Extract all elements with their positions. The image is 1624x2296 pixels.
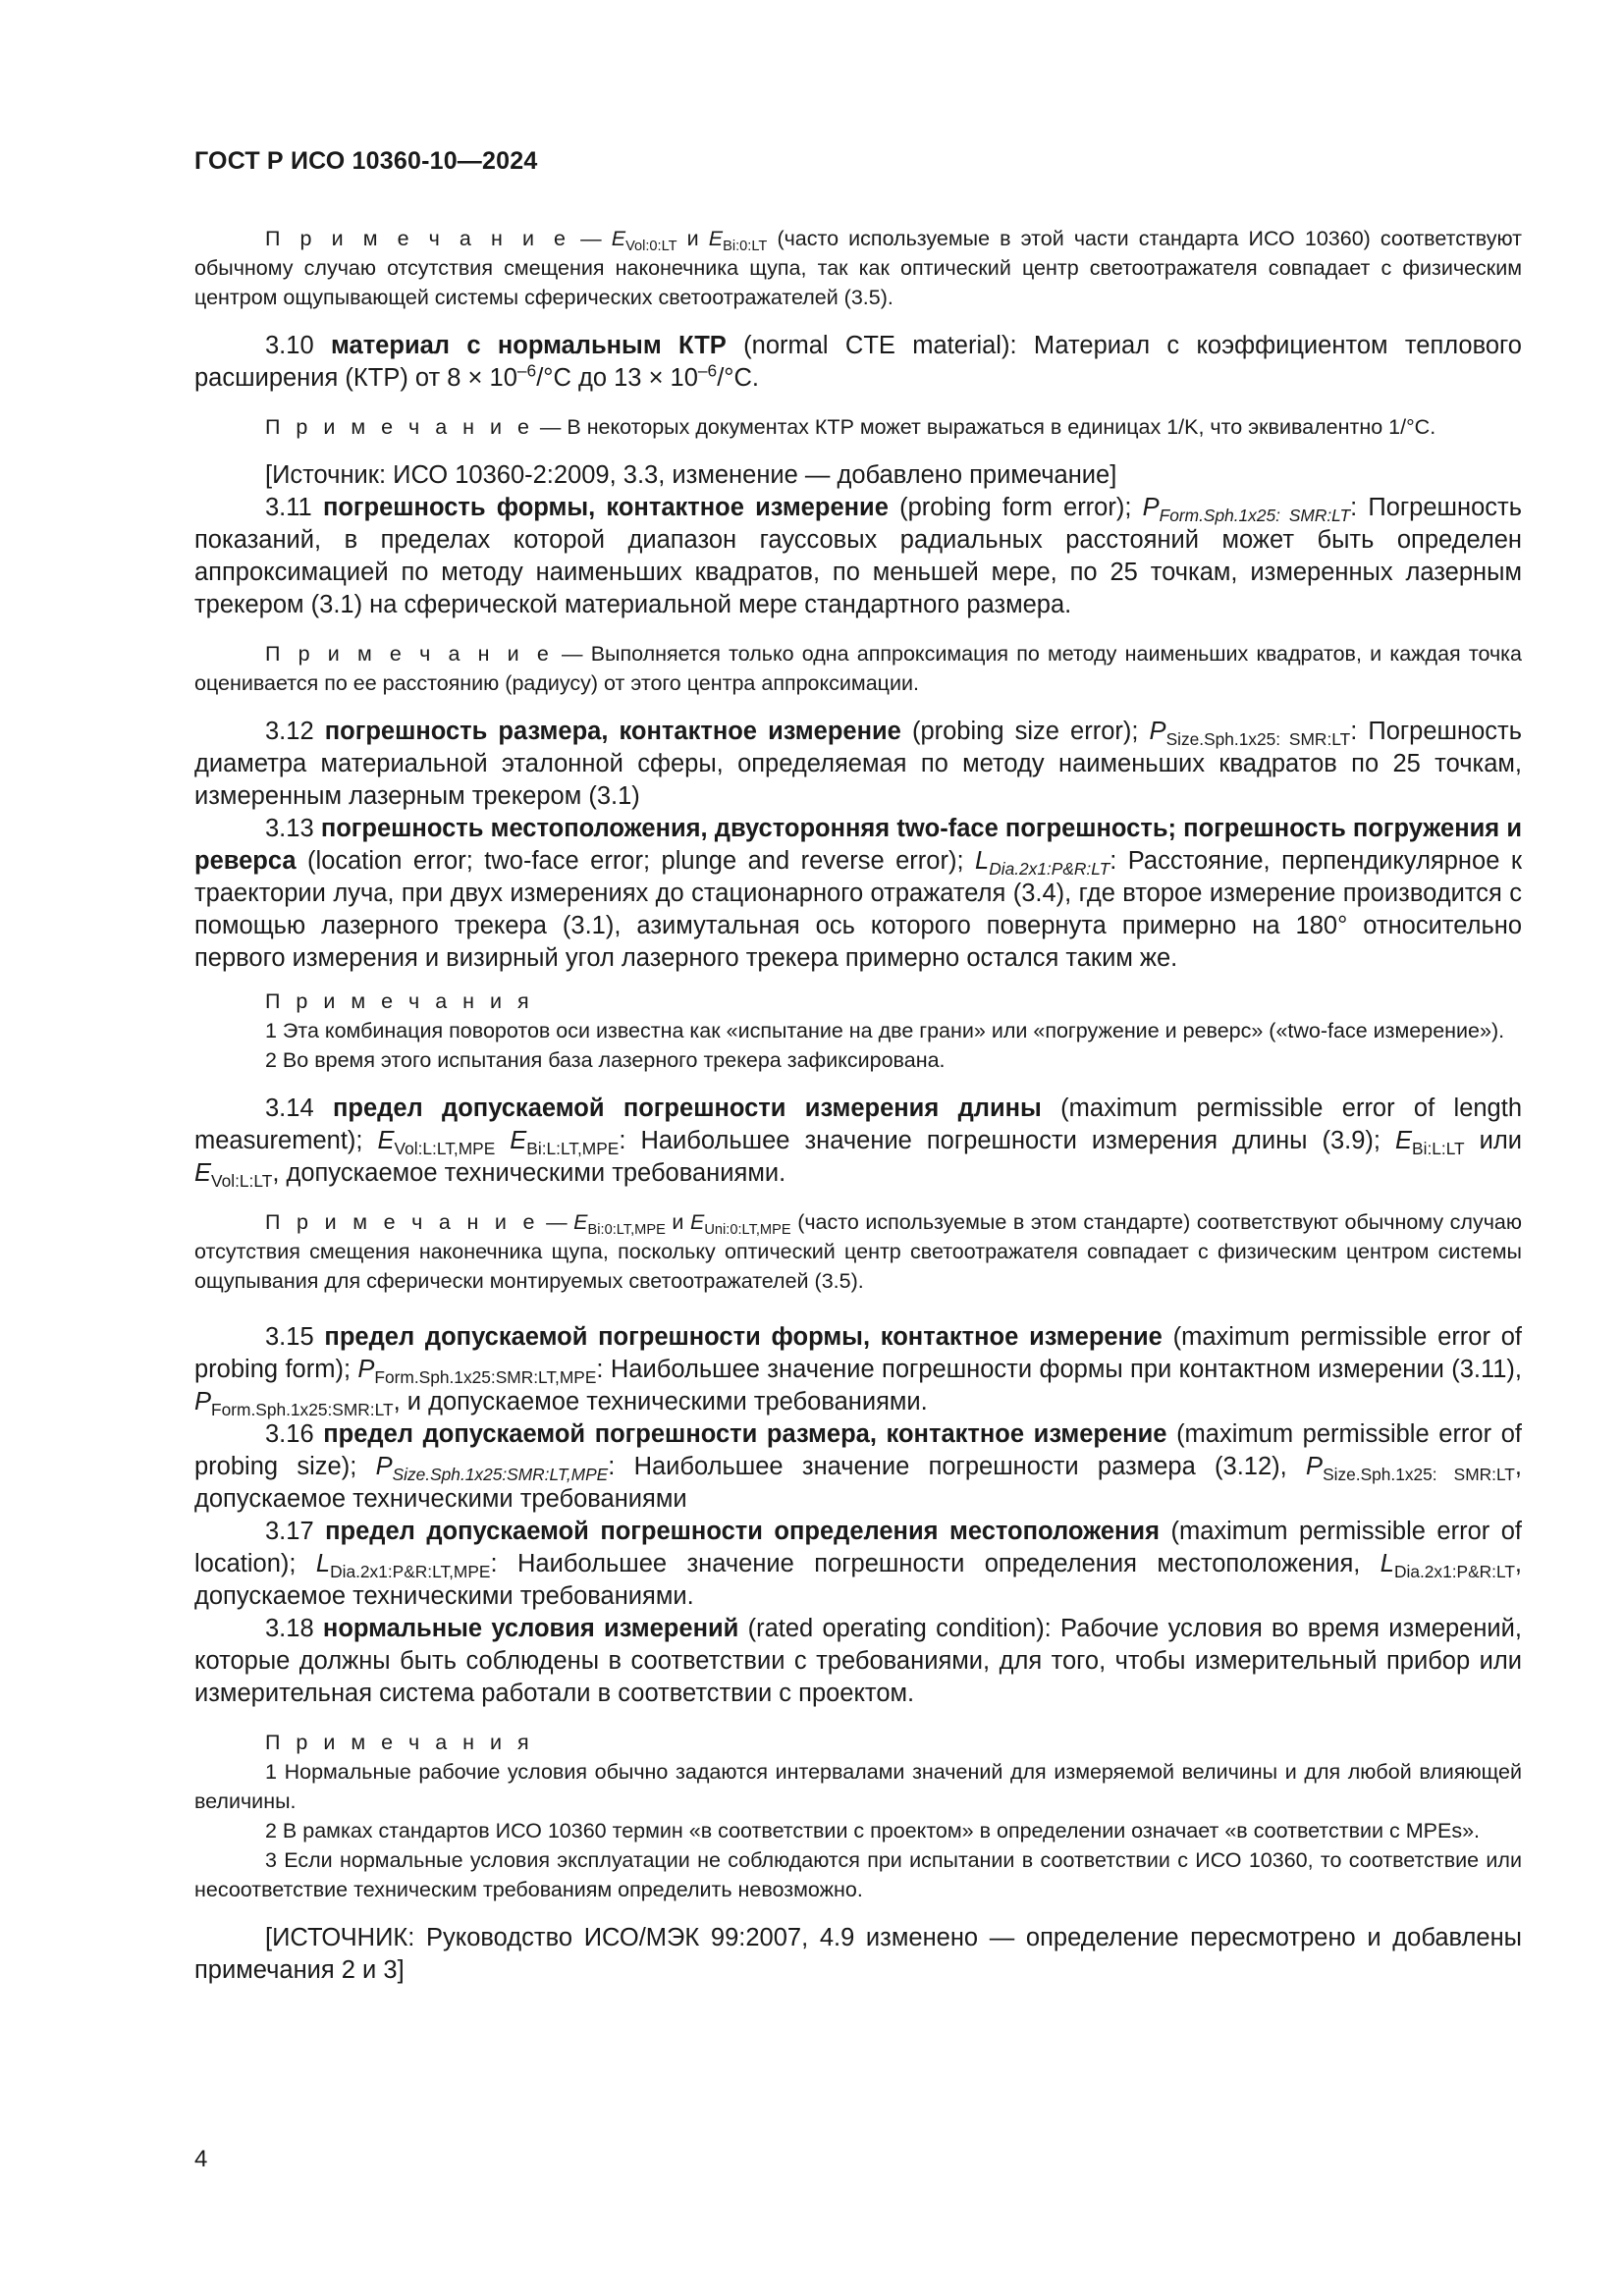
page-number: 4 <box>194 2146 208 2172</box>
note-evol: П р и м е ч а н и е — $E_{Vol:0:LT}$ и $E_{Bi:0:LT}$ (часто используемые в этой части стандарта ИСО 10360) соответствуют обычному случаю отсутствия смещения наконечника щупа, так как оптический центр светоотражателя совпадает с физическим центром ощупывающей системы сферических светоотражателей (3.5). <box>194 227 1523 309</box>
term-3-14: 3.14 предел допускаемой погрешности измерения длины (maximum permissible error of length measurement); $E_{Vol:L:LT,MPE}$ $E_{Bi:L:LT,MPE}$: Наибольшее значение погрешности измерения длины (3.9); $E_{Bi:L:LT}$ или $E_{Vol:L:LT}$, допускаемое техническими требованиями. <box>194 1095 1523 1192</box>
source-3-18: [ИСТОЧНИК: Руководство ИСО/МЭК 99:2007, 4.9 изменено — определение пересмотрено и добавлены примечания 2 и 3] <box>194 1924 1522 1984</box>
notes-heading-3-13: П р и м е ч а н и я <box>265 989 534 1013</box>
note-3-18-3: 3 Если нормальные условия эксплуатации не соблюдаются при испытании в соответствии с ИСО 10360, то соответствие или несоответствие техническим требованиям определить невозможно. <box>194 1848 1522 1901</box>
term-3-11: 3.11 погрешность формы, контактное измерение (probing form error); $P_{Form.Sph.1x25: SMR:LT}$: Погрешность показаний, в пределах которой диапазон гауссовых радиальных расстояний может быть определен аппроксимацией по методу наименьших квадратов, по меньшей мере, по 25 точкам, измеренных лазерным трекером (3.1) на сферической материальной мере стандартного размера. <box>194 494 1522 618</box>
term-3-17: 3.17 предел допускаемой погрешности определения местоположения (maximum permissible error of location); $L_{Dia.2x1:P\&R:LT,MPE}$: Наибольшее значение погрешности определения местоположения, $L_{Dia.2x1:P\&R:LT}$, допускаемое техническими требованиями. <box>194 1518 1523 1610</box>
note-3-13-1: 1 Эта комбинация поворотов оси известна как «испытание на две грани» или «погружение и реверс» («two-face измерение»). <box>265 1019 1505 1042</box>
note-3-14: П р и м е ч а н и е — $E_{Bi:0:LT,MPE}$ и $E_{Uni:0:LT,MPE}$ (часто используемые в этом стандарте) соответствуют обычному случаю отсутствия смещения наконечника щупа, поскольку оптический центр светоотражателя совпадает с физическим центром системы ощупывания для сферически монтируемых светоотражателей (3.5). <box>194 1210 1522 1293</box>
source-3-10: [Источник: ИСО 10360-2:2009, 3.3, изменение — добавлено примечание] <box>265 461 1117 489</box>
term-3-12: 3.12 погрешность размера, контактное измерение (probing size error); $P_{Size.Sph.1x25: SMR:LT}$: Погрешность диаметра материальной эталонной сферы, определяемая по методу наименьших квадратов по 25 точкам, измеренным лазерным трекером (3.1) <box>194 718 1522 810</box>
term-3-10: 3.10 материал с нормальным КТР (normal CTE material): Материал с коэффициентом теплового расширения (КТР) от $8 \times 10^{-6}/^\circ C$ до $13 \times 10^{-6}/^\circ C$. <box>194 332 1522 392</box>
note-3-10: П р и м е ч а н и е — В некоторых документах КТР может выражаться в единицах 1/K, что эквивалентно 1/°C. <box>265 415 1436 439</box>
term-3-16: 3.16 предел допускаемой погрешности размера, контактное измерение (maximum permissible error of probing size); $P_{Size.Sph.1x25:SMR:LT,MPE}$: Наибольшее значение погрешности размера (3.12), $P_{Size.Sph.1x25: SMR:LT}$, допускаемое техническими требованиями <box>194 1420 1522 1513</box>
note-3-18-1: 1 Нормальные рабочие условия обычно задаются интервалами значений для измеряемой величины и для любой влияющей величины. <box>194 1760 1522 1813</box>
page-header: ГОСТ Р ИСО 10360-10—2024 <box>194 147 538 175</box>
note-3-18-2: 2 В рамках стандартов ИСО 10360 термин «в соответствии с проектом» в определении означает «в соответствии с MPEs». <box>265 1819 1481 1842</box>
page-content <box>194 224 1522 1987</box>
term-3-15: 3.15 предел допускаемой погрешности формы, контактное измерение (maximum permissible error of probing form); $P_{Form.Sph.1x25:SMR:LT,MPE}$: Наибольшее значение погрешности формы при контактном измерении (3.11), $P_{Form.Sph.1x25:SMR:LT}$, и допускаемое техническими требованиями. <box>194 1323 1523 1420</box>
note-3-13-2: 2 Во время этого испытания база лазерного трекера зафиксирована. <box>265 1048 946 1072</box>
term-3-18: 3.18 нормальные условия измерений (rated operating condition): Рабочие условия во время измерений, которые должны быть соблюдены в соответствии с требованиями, для того, чтобы измерительный прибор или измерительная система работали в соответствии с проектом. <box>194 1615 1522 1707</box>
term-3-13: 3.13 погрешность местоположения, двусторонняя two-face погрешность; погрешность погружения и реверса (location error; two-face error; plunge and reverse error); $L_{Dia.2x1:P\&R:LT}$: Расстояние, перпендикулярное к траектории луча, при двух измерениях до стационарного отражателя (3.4), где второе измерение производится с помощью лазерного трекера (3.1), азимутальная ось которого повернута примерно на 180° относительно первого измерения и визирный угол лазерного трекера примерно остался таким же. <box>194 815 1523 972</box>
notes-heading-3-18: П р и м е ч а н и я <box>265 1731 534 1754</box>
note-3-11: П р и м е ч а н и е — Выполняется только одна аппроксимация по методу наименьших квадратов, и каждая точка оценивается по ее расстоянию (радиусу) от этого центра аппроксимации. <box>194 642 1522 695</box>
